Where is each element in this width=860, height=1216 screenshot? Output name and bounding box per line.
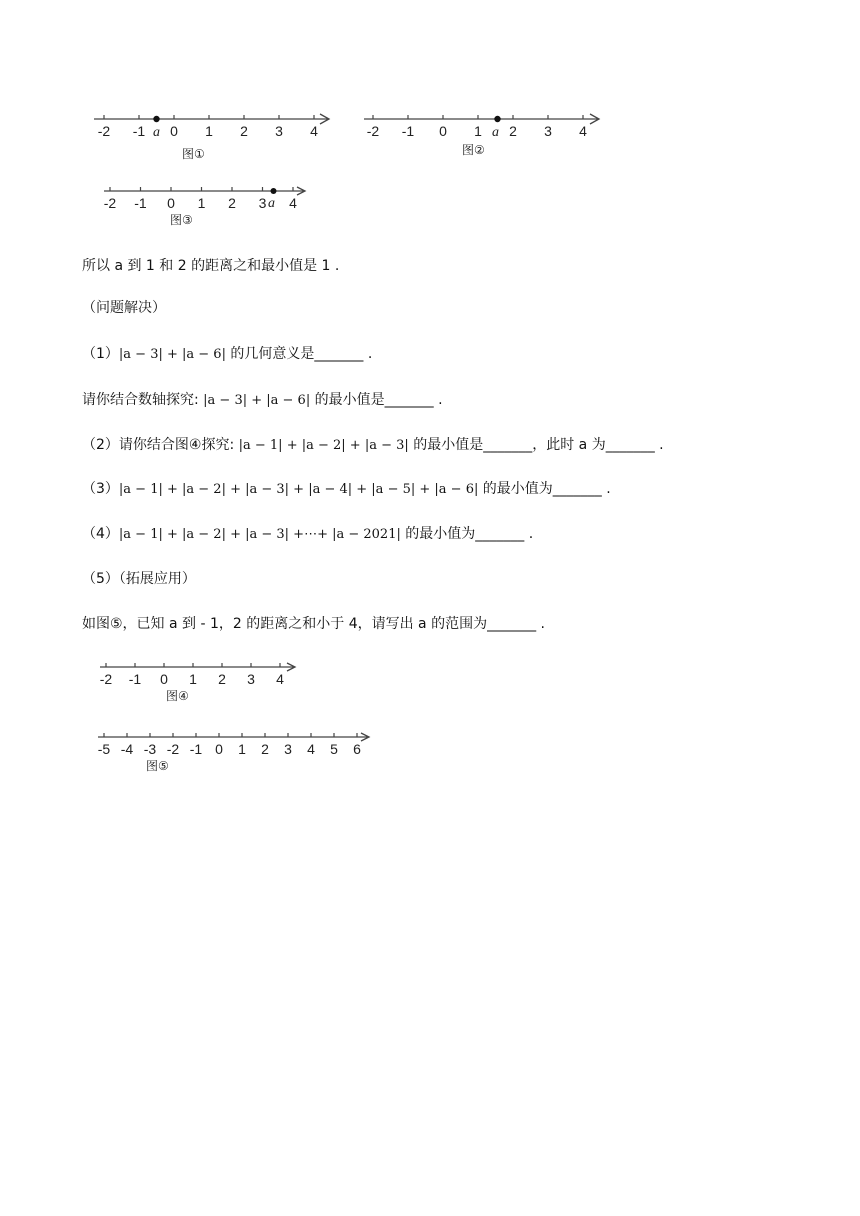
q4-suffix: 的最小值为_______ .: [400, 526, 534, 542]
tick-label: 2: [228, 195, 236, 211]
tick-label: 4: [276, 671, 284, 687]
tick-label: 6: [353, 741, 361, 757]
number-line-figure-5: [94, 728, 384, 778]
q3-suffix: 的最小值为_______ .: [478, 481, 611, 497]
tick-label: 3: [544, 123, 552, 139]
tick-label: 0: [170, 123, 178, 139]
point-a-label: a: [268, 196, 275, 211]
tick-label: -4: [120, 741, 134, 757]
number-line-svg-4: [96, 658, 316, 708]
question-5-heading: （5）（拓展应用）: [82, 571, 196, 587]
q3-math: |a − 1| + |a − 2| + |a − 3| + |a − 4| + |a − 5| + |a − 6|: [118, 482, 479, 497]
tick-label: 4: [579, 123, 587, 139]
q1b-suffix: 的最小值是_______ .: [310, 392, 443, 408]
tick-label: 3: [258, 195, 267, 211]
q4-math: |a − 1| + |a − 2| + |a − 3| +⋯+ |a − 2021|: [118, 527, 401, 542]
tick-label: -2: [99, 671, 113, 687]
tick-label: -1: [132, 123, 146, 139]
q1-suffix: 的几何意义是_______ .: [225, 346, 373, 362]
question-1b: [82, 390, 443, 411]
q1-math: |a − 3| + |a − 6|: [118, 347, 226, 362]
tick-label: -2: [97, 123, 111, 139]
tick-label: 2: [509, 123, 517, 139]
figure-caption: 图③: [170, 213, 193, 227]
tick-label: -2: [103, 195, 117, 211]
q4-prefix: （4）: [82, 526, 119, 542]
q2-prefix: （2）请你结合图④探究:: [82, 437, 239, 453]
number-line-svg-2: [360, 106, 610, 166]
point-a-label: a: [153, 125, 160, 140]
figure-caption: 图⑤: [146, 759, 169, 773]
tick-label: 2: [218, 671, 226, 687]
tick-label: -1: [401, 123, 415, 139]
number-line-svg-1: [90, 106, 340, 166]
q3-prefix: （3）: [82, 481, 119, 497]
number-line-figure-3: [100, 180, 320, 232]
tick-label: 1: [189, 671, 197, 687]
tick-label: -1: [134, 195, 147, 211]
question-3: [82, 479, 611, 500]
tick-label: -2: [166, 741, 180, 757]
tick-label: 4: [310, 123, 318, 139]
number-line-figure-2: [360, 106, 610, 166]
number-line-svg-3: [100, 180, 320, 232]
tick-label: -3: [143, 741, 157, 757]
tick-label: 4: [307, 741, 315, 757]
tick-label: -1: [189, 741, 203, 757]
q2-math: |a − 1| + |a − 2| + |a − 3|: [238, 438, 409, 453]
question-2: [82, 435, 664, 456]
q1b-math: |a − 3| + |a − 6|: [203, 393, 311, 408]
tick-label: 1: [474, 123, 482, 139]
point-a-dot: [494, 116, 500, 122]
point-a-dot: [271, 188, 277, 194]
tick-label: 4: [289, 195, 297, 211]
figure-caption: 图①: [182, 147, 205, 161]
number-line-figure-1: [90, 106, 340, 166]
tick-label: 2: [261, 741, 269, 757]
tick-label: 0: [160, 671, 168, 687]
tick-label: 2: [240, 123, 248, 139]
tick-label: 1: [205, 123, 213, 139]
question-5-body: 如图⑤，已知 a 到 - 1，2 的距离之和小于 4，请写出 a 的范围为_______ .: [82, 616, 545, 632]
number-line-svg-5: [94, 728, 384, 778]
q1b-prefix: 请你结合数轴探究:: [82, 392, 204, 408]
tick-label: 3: [247, 671, 255, 687]
tick-label: 3: [275, 123, 283, 139]
tick-label: 5: [330, 741, 338, 757]
q1-prefix: （1）: [82, 346, 119, 362]
tick-label: 0: [167, 195, 175, 211]
tick-label: 1: [197, 195, 206, 211]
question-4: [82, 524, 533, 545]
tick-label: -2: [366, 123, 380, 139]
problem-heading: （问题解决）: [82, 300, 166, 316]
point-a-label: a: [492, 125, 499, 140]
tick-label: 0: [215, 741, 223, 757]
point-a-dot: [153, 116, 159, 122]
figure-caption: 图④: [166, 689, 189, 703]
number-line-figure-4: [96, 658, 316, 708]
tick-label: 0: [439, 123, 447, 139]
tick-label: 1: [238, 741, 246, 757]
figure-caption: 图②: [462, 143, 485, 157]
tick-label: -1: [128, 671, 142, 687]
tick-label: -5: [97, 741, 111, 757]
q2-suffix: 的最小值是_______，此时 a 为_______ .: [408, 437, 664, 453]
conclusion-line: 所以 a 到 1 和 2 的距离之和最小值是 1 .: [82, 258, 340, 274]
question-1: [82, 344, 372, 365]
tick-label: 3: [284, 741, 292, 757]
